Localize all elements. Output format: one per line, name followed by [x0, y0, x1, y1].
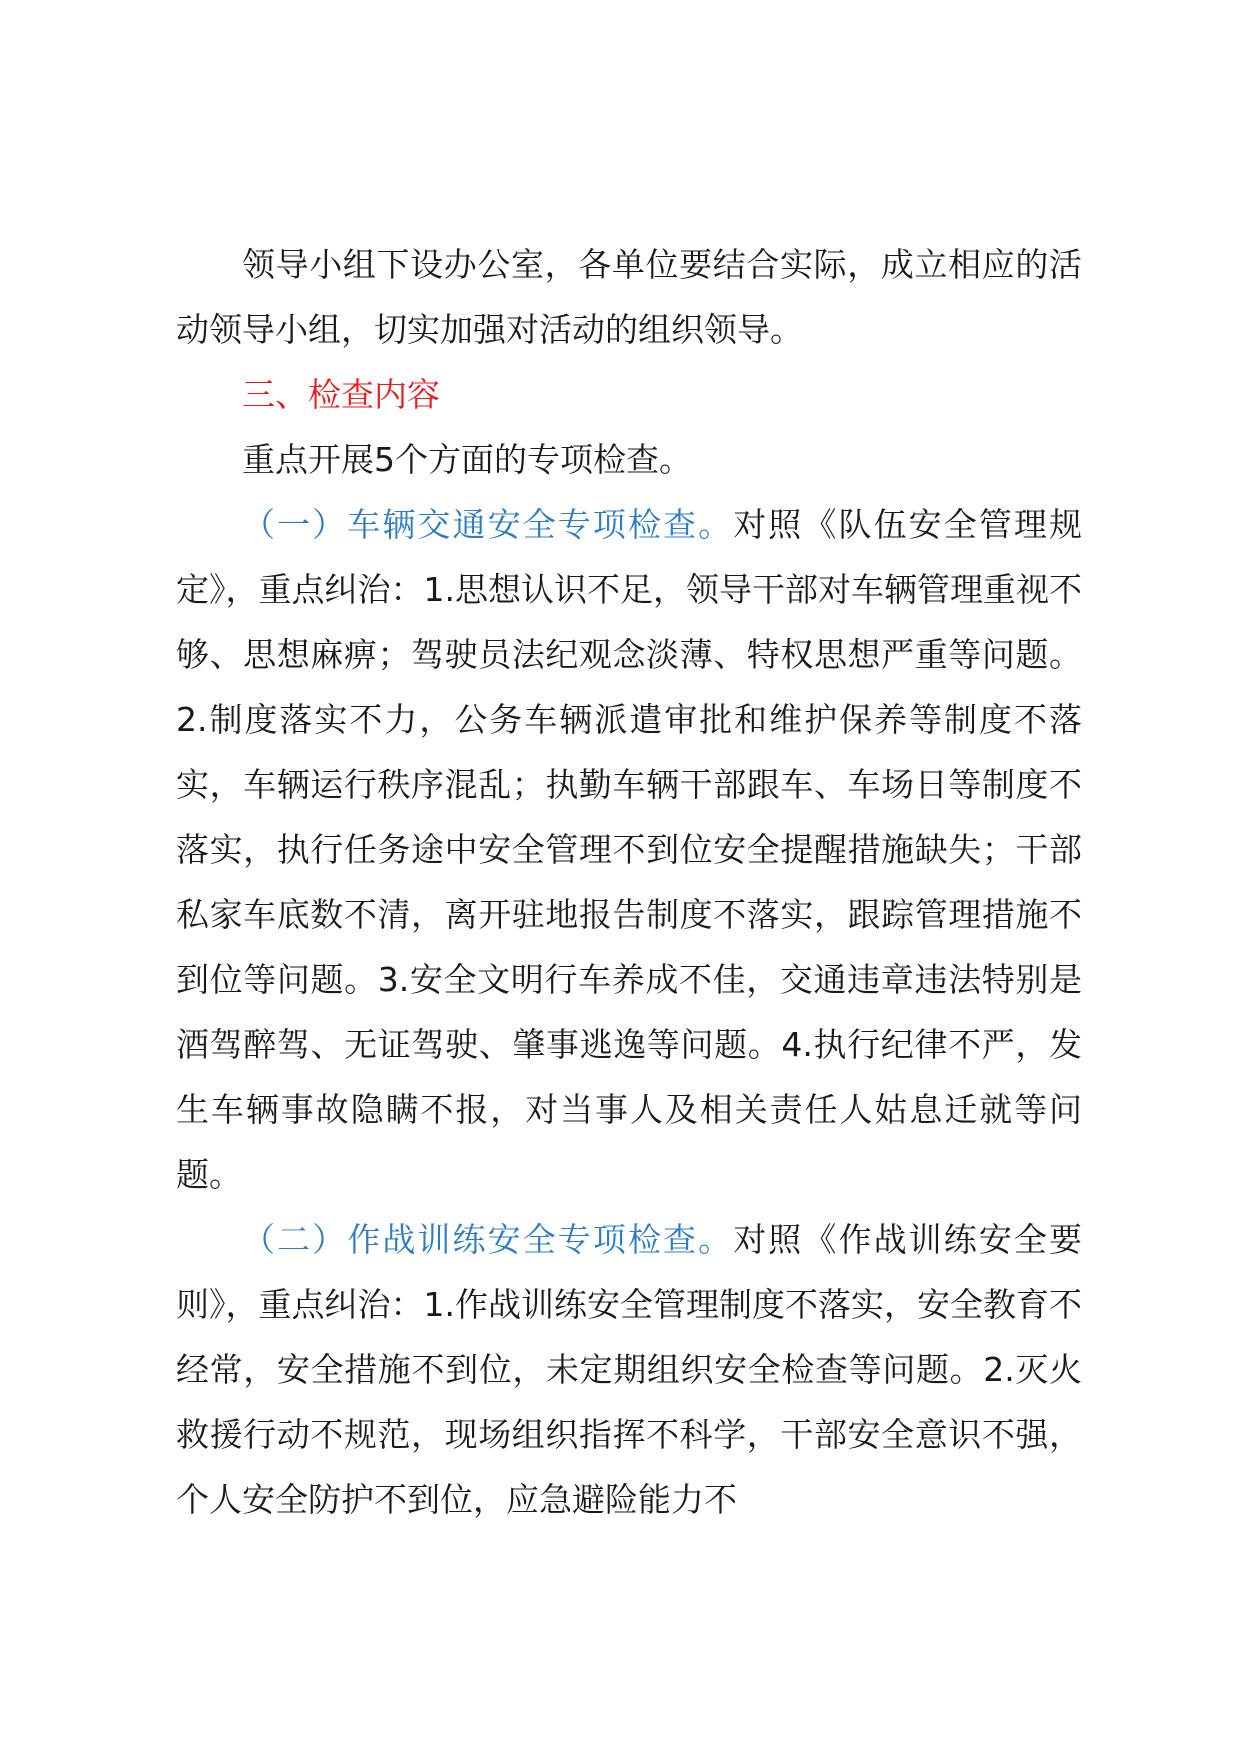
- paragraph-vehicle-traffic-safety: [176, 492, 1082, 1207]
- paragraph-text: 对照《队伍安全管理规定》，重点纠治：1.思想认识不足，领导干部对车辆管理重视不够、思想麻痹；驾驶员法纪观念淡薄、特权思想严重等问题。2.制度落实不力，公务车辆派遣审批和维护保养等制度不落实，车辆运行秩序混乱；执勤车辆干部跟车、车场日等制度不落实，执行任务途中安全管理不到位安全提醒措施缺失；干部私家车底数不清，离开驻地报告制度不落实，跟踪管理措施不到位等问题。3.安全文明行车养成不佳，交通违章违法特别是酒驾醉驾、无证驾驶、肇事逃逸等问题。4.执行纪律不严，发生车辆事故隐瞒不报，对当事人及相关责任人姑息迁就等问题。: [176, 505, 1083, 1194]
- paragraph-combat-training-safety: [176, 1207, 1082, 1532]
- paragraph-text: 对照《作战训练安全要则》，重点纠治：1.作战训练安全管理制度不落实，安全教育不经常，安全措施不到位，未定期组织安全检查等问题。2.灭火救援行动不规范，现场组织指挥不科学，干部安全意识不强，个人安全防护不到位，应急避险能力不: [176, 1220, 1083, 1519]
- paragraph-leadership-office: [176, 232, 1082, 362]
- subheading-combat-training: （二）作战训练安全专项检查。: [242, 1220, 734, 1259]
- paragraph-text: 领导小组下设办公室，各单位要结合实际，成立相应的活动领导小组，切实加强对活动的组织领导。: [176, 245, 1082, 349]
- document-body: [176, 232, 1082, 1532]
- subheading-vehicle-traffic: （一）车辆交通安全专项检查。: [242, 505, 734, 544]
- paragraph-five-inspections: [176, 427, 1082, 492]
- section-heading-text: 三、检查内容: [242, 375, 440, 414]
- section-heading-inspection-content: [176, 362, 1082, 427]
- paragraph-text: 重点开展5个方面的专项检查。: [242, 440, 692, 479]
